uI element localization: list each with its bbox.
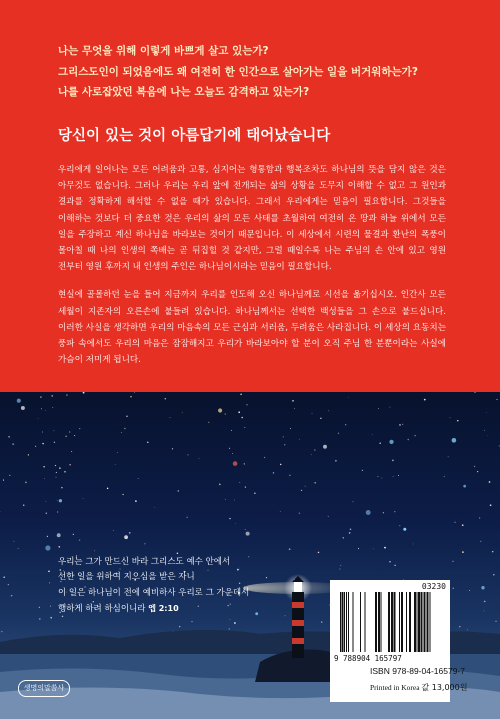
star — [144, 543, 145, 544]
star — [57, 500, 58, 501]
star — [177, 490, 179, 492]
star — [17, 399, 21, 403]
barcode-bar — [414, 592, 416, 652]
star — [199, 458, 200, 459]
star — [358, 548, 359, 549]
star — [42, 443, 43, 444]
barcode-bar — [346, 592, 347, 652]
star — [59, 499, 62, 502]
star — [235, 523, 236, 524]
star — [289, 475, 290, 476]
star — [21, 406, 25, 410]
headline: 당신이 있는 것이 아름답기에 태어났습니다 — [58, 128, 331, 144]
star — [129, 532, 131, 534]
star — [350, 528, 352, 530]
star — [225, 499, 226, 500]
star — [94, 551, 95, 552]
star — [321, 621, 322, 622]
star — [9, 475, 10, 476]
star — [8, 436, 10, 438]
star — [113, 530, 114, 531]
star — [134, 392, 135, 393]
star — [124, 535, 128, 539]
star — [74, 435, 75, 436]
star — [294, 408, 295, 409]
star — [191, 621, 192, 622]
star — [12, 443, 14, 445]
star — [392, 460, 394, 462]
star — [121, 432, 122, 433]
star — [394, 565, 395, 566]
barcode-bar — [340, 592, 341, 652]
star — [292, 400, 294, 402]
star — [38, 418, 39, 419]
night-sky-photo — [0, 392, 500, 719]
star — [246, 532, 250, 536]
barcode-bar — [342, 592, 344, 652]
question-line: 나는 무엇을 위해 이렇게 바쁘게 살고 있는가? — [58, 45, 269, 57]
star — [463, 485, 466, 488]
barcode-bar — [353, 592, 354, 652]
star — [484, 430, 485, 431]
star — [495, 621, 496, 622]
star — [55, 465, 56, 466]
star — [59, 467, 61, 469]
barcode-bar — [409, 592, 411, 652]
star — [53, 430, 54, 431]
verse-line: 이 일은 하나님이 전에 예비하사 우리로 그 가운데서 — [58, 587, 250, 598]
star — [1, 631, 2, 632]
star — [349, 532, 351, 534]
star — [58, 546, 60, 548]
star — [372, 434, 373, 435]
star — [486, 412, 487, 413]
star — [452, 561, 453, 562]
star — [481, 586, 484, 589]
star — [69, 464, 70, 465]
star — [490, 504, 492, 506]
star — [57, 511, 58, 512]
star — [415, 435, 416, 436]
star — [389, 561, 390, 562]
star — [492, 551, 494, 553]
star — [407, 439, 409, 441]
star — [403, 528, 406, 531]
star — [218, 408, 222, 412]
star — [487, 435, 488, 436]
barcode-bar — [430, 592, 431, 652]
barcode-bar — [417, 592, 418, 652]
star — [264, 457, 265, 458]
star — [66, 394, 68, 396]
barcode-bar — [424, 592, 426, 652]
barcode-bar — [348, 592, 349, 652]
star — [187, 517, 188, 518]
star — [340, 565, 341, 566]
star — [343, 537, 345, 539]
star — [8, 584, 9, 585]
barcode-bar — [421, 592, 423, 652]
star — [40, 396, 42, 398]
star — [107, 488, 108, 489]
star — [450, 417, 451, 418]
star — [467, 629, 468, 630]
star — [41, 408, 42, 409]
star — [3, 480, 4, 481]
star — [3, 577, 4, 578]
star — [459, 626, 461, 628]
barcode-bar — [360, 592, 361, 652]
star — [402, 424, 403, 425]
star — [147, 442, 148, 443]
barcode-icon — [336, 592, 444, 654]
star — [284, 444, 285, 445]
star — [383, 512, 384, 513]
star — [474, 466, 475, 467]
star — [379, 442, 380, 443]
star — [384, 547, 386, 549]
star — [373, 549, 374, 550]
star — [238, 411, 240, 413]
star — [13, 541, 14, 542]
star — [25, 482, 27, 484]
star — [79, 539, 80, 540]
isbn: ISBN 978-89-04-16579-7 — [370, 666, 465, 676]
star — [366, 510, 371, 515]
star — [290, 428, 291, 429]
star — [61, 487, 63, 489]
barcode-panel — [330, 580, 468, 702]
star — [462, 524, 464, 526]
star — [126, 416, 128, 418]
star — [328, 516, 329, 517]
star — [57, 533, 61, 537]
star — [314, 482, 316, 484]
star — [122, 494, 123, 495]
barcode-bar — [401, 592, 403, 652]
star — [305, 486, 306, 487]
body-paragraph: 현실에 골몰하던 눈을 들어 지금까지 우리를 인도해 오신 하나님께로 시선을 옮기십시오. 인간사 모든 세월이 지존자의 오른손에 붙들려 있습니다. 하나님께서는 선택한 백성들을 그 손으로 붙드십니다. 이러한 사실을 생각하면 우리의 마음속의 모든 근심과 서러움, 두려움은 사라집니다. 이 세상의 요동치는 풍파 속에서도 우리의 마음은 잠잠해지고 우리가 바라보아야 할 분이 오직 주님 한 분뿐이라는 사실에 가슴이 저미게 됩니다. — [58, 290, 446, 366]
addon-code: 03230 — [421, 582, 446, 591]
star — [477, 471, 478, 472]
star — [393, 476, 394, 477]
verse-line: 선한 일을 위하여 지으심을 받은 자니 — [58, 572, 195, 583]
star — [154, 507, 155, 508]
star — [182, 412, 183, 413]
bible-verse — [58, 555, 298, 618]
star — [65, 435, 67, 437]
star — [453, 588, 454, 589]
barcode-bar — [418, 592, 420, 652]
barcode-bar — [388, 592, 390, 652]
star — [328, 410, 329, 411]
star — [254, 493, 256, 495]
body-text — [58, 162, 446, 380]
star — [135, 500, 137, 502]
star — [138, 478, 139, 479]
star — [394, 511, 395, 512]
barcode-bar — [399, 592, 400, 652]
price: 값 13,000원 — [421, 683, 468, 692]
star — [240, 394, 242, 396]
star — [187, 454, 188, 455]
star — [399, 525, 400, 526]
star — [480, 541, 481, 542]
question-line: 그리스도인이 되었음에도 왜 여전히 한 인간으로 살아가는 일을 버거워하는가? — [58, 65, 418, 78]
star — [234, 622, 236, 624]
star — [130, 396, 131, 397]
barcode-bar — [378, 592, 380, 652]
verse-reference: 엡 2:10 — [148, 604, 179, 614]
star — [241, 417, 243, 419]
star — [83, 392, 85, 394]
verse-line: 우리는 그가 만드신 바라 그리스도 예수 안에서 — [58, 557, 231, 567]
barcode-bar — [391, 592, 393, 652]
star — [381, 478, 382, 479]
star — [46, 513, 47, 514]
question-list — [58, 44, 458, 106]
star — [398, 475, 399, 476]
star — [234, 500, 235, 501]
star — [353, 501, 354, 502]
star — [42, 432, 43, 433]
star — [83, 498, 84, 499]
star — [378, 408, 379, 409]
verse-line — [58, 601, 298, 617]
star — [50, 617, 52, 619]
star — [399, 424, 401, 426]
star — [239, 482, 240, 483]
star — [229, 518, 230, 519]
star — [56, 472, 57, 473]
star — [338, 433, 339, 434]
star — [117, 452, 118, 453]
star — [320, 418, 321, 419]
star — [232, 453, 233, 454]
star — [311, 454, 312, 455]
barcode-bar — [394, 592, 396, 652]
star — [229, 448, 230, 449]
star — [179, 626, 180, 627]
star — [301, 490, 302, 491]
star — [18, 548, 19, 549]
star — [312, 413, 313, 414]
star — [245, 529, 246, 530]
star — [457, 420, 458, 421]
star — [165, 398, 166, 399]
star — [73, 534, 74, 535]
star — [39, 607, 40, 608]
star — [28, 454, 29, 455]
star — [484, 610, 485, 611]
verse-line-text: 행하게 하려 하심이니라 — [58, 604, 146, 615]
star — [389, 440, 393, 444]
star — [462, 551, 464, 553]
star — [48, 570, 50, 572]
star — [454, 522, 455, 523]
printed-info — [370, 682, 467, 693]
star — [245, 486, 246, 487]
star — [44, 478, 45, 479]
star — [280, 464, 282, 466]
question-line: 나를 사로잡았던 복음에 나는 오늘도 감격하고 있는가? — [58, 86, 310, 98]
star — [299, 513, 300, 514]
star — [47, 536, 48, 537]
star — [496, 399, 497, 400]
star — [444, 476, 445, 477]
star — [177, 552, 179, 554]
star — [23, 504, 25, 506]
star — [230, 619, 231, 620]
star — [43, 466, 44, 467]
star — [493, 574, 494, 575]
star — [49, 582, 50, 583]
body-paragraph: 우리에게 일어나는 모든 어려움과 고통, 심지어는 형통함과 행복조차도 하나님의 뜻을 담지 않은 것은 아무것도 없습니다. 그러나 우리는 우리 앞에 전개되는 삶의 상황을 도무지 이해할 수 없고 그 원인과 결과를 정확하게 해석할 수 없을 때가 있습니다. 그래서 우리에게는 믿음이 필요합니다. 그것들을 이해하는 것보다 더 중요한 것은 우리의 삶의 모든 사태를 초월하여 여전히 온 땅과 하늘 위에서 모든 일을 주장하고 계신 하나님을 바라보는 것이기 때문입니다. 이 세상에서 시련의 물결과 환난의 폭풍이 몰아칠 때 나의 인생의 쪽배는 곧 뒤집힐 것 같지만, 그럴 때일수록 나는 주님의 손 안에 있고 영원 전부터 영원 후까지 내 인생의 주인은 하나님이시라는 믿음이 필요합니다. — [58, 165, 446, 273]
star — [389, 407, 390, 408]
star — [69, 431, 70, 432]
star — [246, 404, 247, 405]
star — [56, 477, 57, 478]
star — [172, 448, 173, 449]
star — [219, 484, 221, 486]
star — [452, 438, 457, 443]
star — [45, 545, 50, 550]
star — [50, 606, 51, 607]
star — [45, 410, 46, 411]
star — [35, 446, 36, 447]
star — [424, 399, 426, 401]
barcode-bar — [406, 592, 407, 652]
star — [283, 436, 284, 437]
star — [52, 407, 53, 408]
star — [273, 472, 275, 474]
star — [115, 464, 116, 465]
star — [489, 481, 491, 483]
publisher-logo: 생명의말씀사 — [18, 680, 70, 697]
star — [318, 552, 320, 554]
star — [225, 414, 226, 415]
star — [79, 428, 80, 429]
barcode-bar — [365, 592, 366, 652]
star — [345, 424, 346, 425]
star — [484, 601, 486, 603]
barcode-bar — [344, 592, 345, 652]
star — [479, 517, 480, 518]
star — [377, 476, 378, 477]
star — [231, 430, 232, 431]
star — [54, 442, 55, 443]
star — [323, 445, 327, 449]
barcode-bar — [427, 592, 429, 652]
printed-in: Printed in Korea — [370, 683, 420, 692]
star — [289, 548, 291, 550]
star — [244, 463, 245, 464]
star — [244, 427, 245, 428]
star — [475, 392, 476, 393]
star — [280, 511, 281, 512]
star — [413, 544, 414, 545]
star — [11, 595, 13, 597]
star — [448, 456, 449, 457]
star — [170, 417, 171, 418]
star — [362, 470, 363, 471]
star — [64, 471, 66, 473]
ean-number: 9 788904 165797 — [334, 654, 402, 663]
star — [299, 439, 300, 440]
star — [51, 395, 53, 397]
star — [469, 590, 470, 591]
star — [208, 422, 209, 423]
star — [348, 397, 349, 398]
star — [229, 628, 230, 629]
star — [314, 449, 315, 450]
star — [45, 501, 46, 502]
barcode-bar — [375, 592, 377, 652]
star — [335, 460, 337, 462]
star — [124, 428, 125, 429]
star — [71, 451, 72, 452]
barcode-bar — [381, 592, 382, 652]
star — [39, 618, 41, 620]
star — [339, 568, 340, 569]
star — [233, 461, 238, 466]
